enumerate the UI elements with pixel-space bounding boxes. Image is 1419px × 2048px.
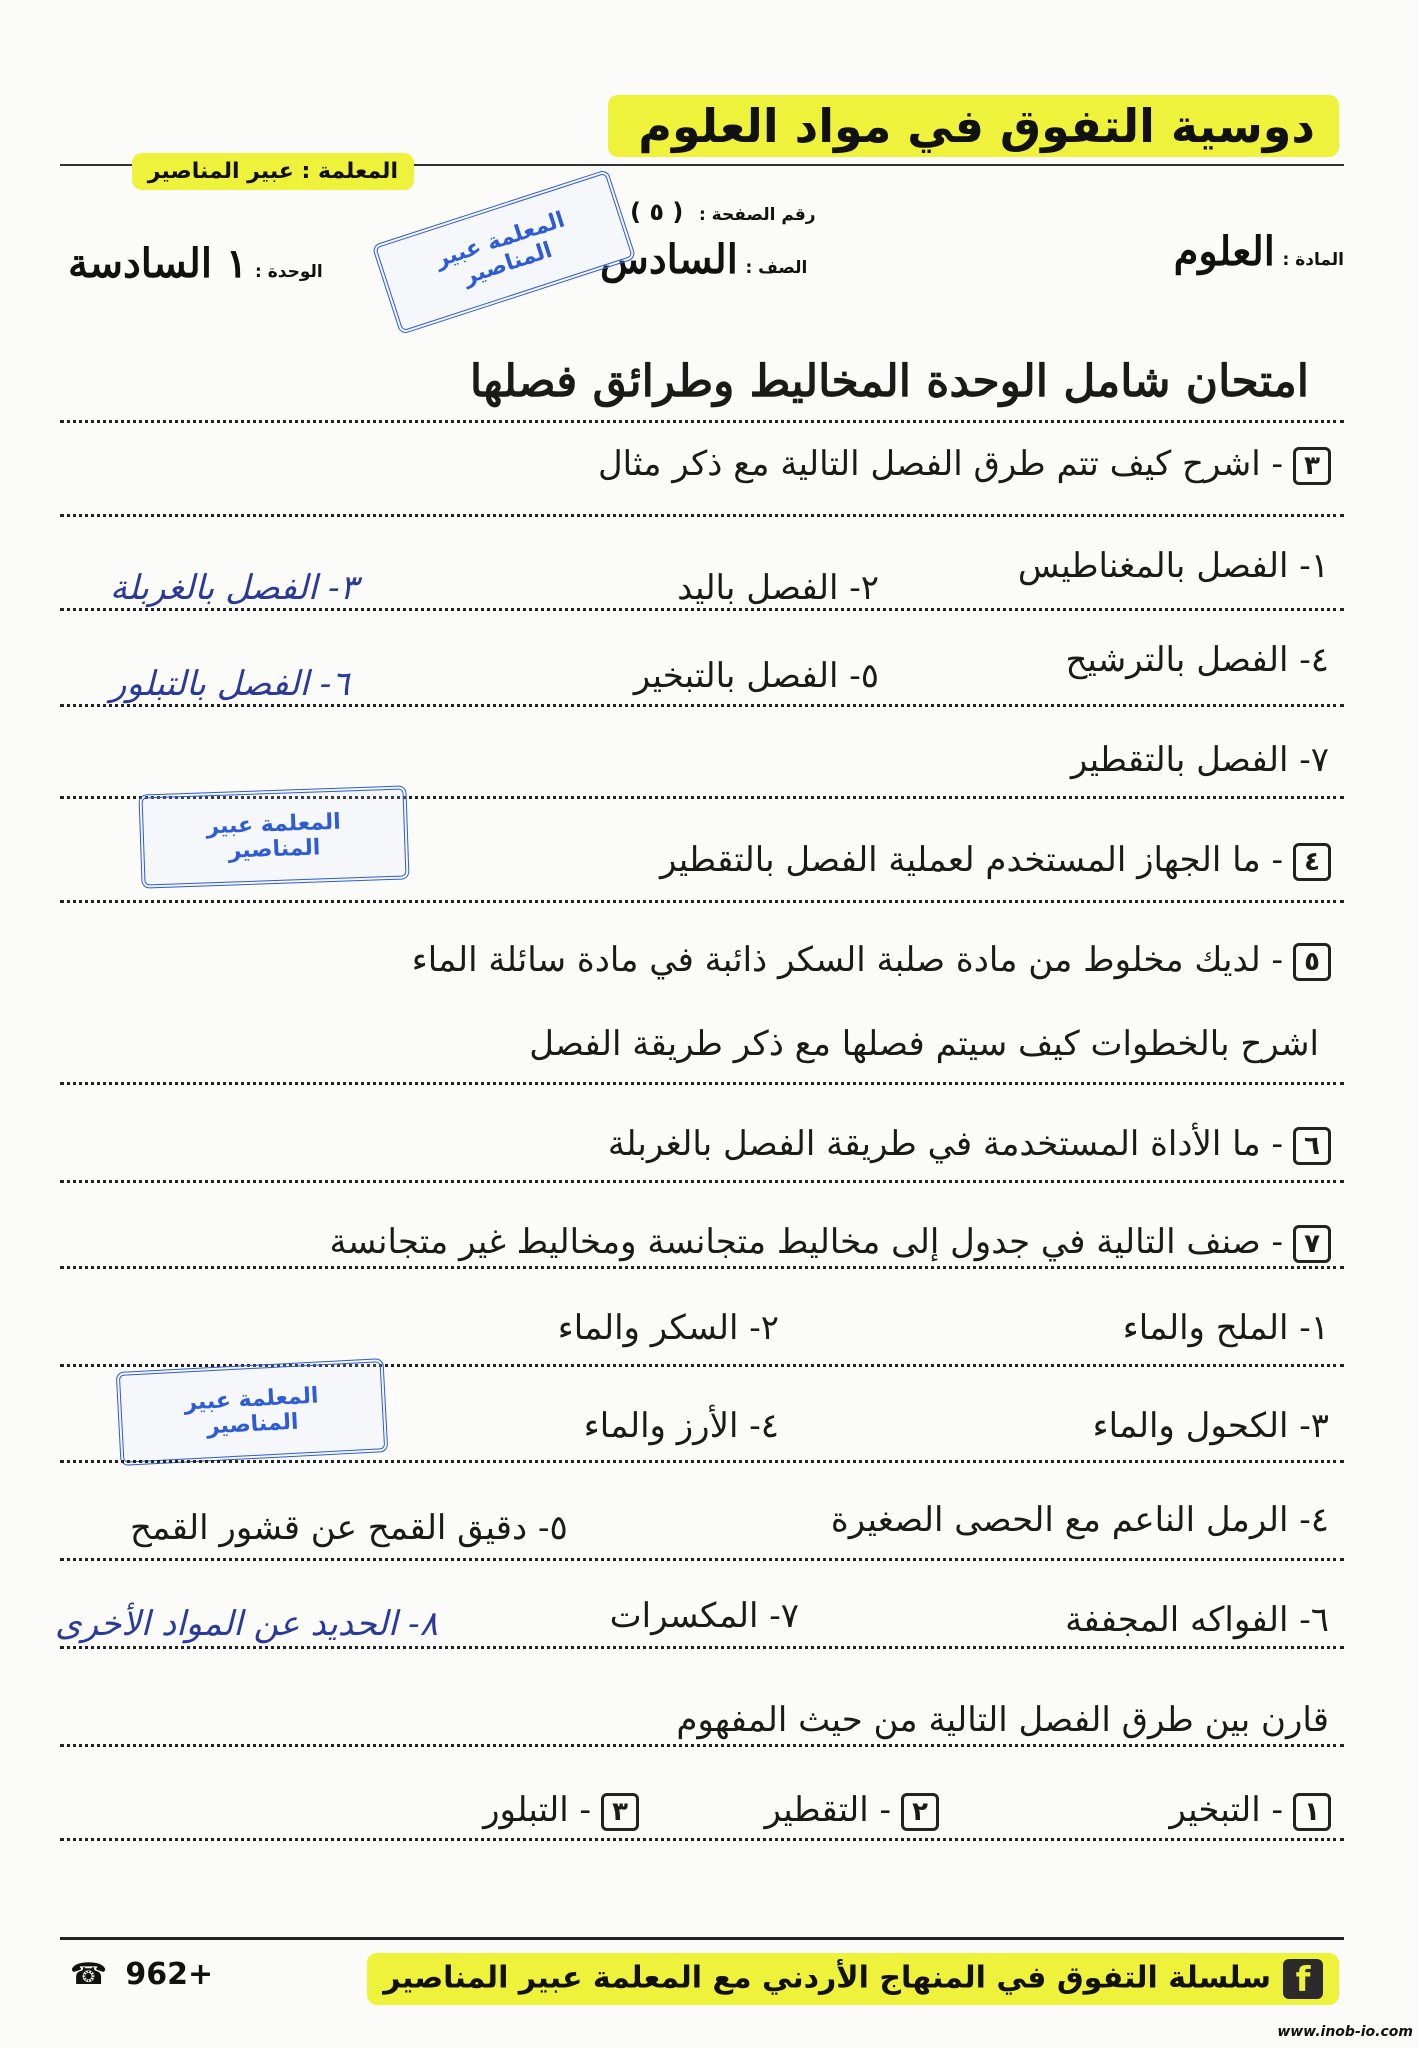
- question-number: ٦: [1293, 1127, 1331, 1165]
- dotted-line: [60, 1558, 1344, 1561]
- teacher-stamp: المعلمة عبير المناصير: [138, 785, 409, 888]
- phone-icon: ☎: [70, 1957, 108, 1992]
- dotted-line: [60, 704, 1344, 707]
- teacher-name: المعلمة : عبير المناصير: [132, 153, 414, 190]
- dotted-line: [60, 1460, 1344, 1463]
- exam-title: امتحان شامل الوحدة المخاليط وطرائق فصلها: [469, 356, 1309, 407]
- list-item: ٥- الفصل بالتبخير: [633, 656, 879, 696]
- dotted-line: [60, 1180, 1344, 1183]
- question-5-line-2: اشرح بالخطوات كيف سيتم فصلها مع ذكر طريقة الفصل: [529, 1024, 1319, 1064]
- question-5: ٥- لديك مخلوط من مادة صلبة السكر ذائبة في مادة سائلة الماء: [412, 940, 1331, 981]
- list-item: ٦- الفواكه المجففة: [1065, 1600, 1329, 1640]
- dotted-line: [60, 1744, 1344, 1747]
- compare-item: ٣- التبلور: [483, 1790, 639, 1831]
- list-item: ٤- الأرز والماء: [583, 1406, 779, 1446]
- dotted-line: [60, 1646, 1344, 1649]
- list-item: ٢- السكر والماء: [557, 1308, 779, 1348]
- question-4: ٤- ما الجهاز المستخدم لعملية الفصل بالتقطير: [660, 840, 1331, 881]
- list-item: ٨- الحديد عن المواد الأخرى: [55, 1604, 438, 1644]
- question-8: قارن بين طرق الفصل التالية من حيث المفهوم: [676, 1700, 1329, 1740]
- dotted-line: [60, 514, 1344, 517]
- question-number: ٤: [1293, 843, 1331, 881]
- list-item: ٥- دقيق القمح عن قشور القمح: [130, 1508, 568, 1548]
- question-7: ٧- صنف التالية في جدول إلى مخاليط متجانسة ومخاليط غير متجانسة: [329, 1222, 1331, 1263]
- grade-value: السادس: [600, 236, 738, 283]
- unit-value: ١ السادسة: [68, 240, 248, 287]
- grade-label: الصف :: [745, 258, 808, 278]
- dotted-line: [60, 1266, 1344, 1269]
- list-item: ٦- الفصل بالتبلور: [110, 664, 350, 704]
- footer-series: fسلسلة التفوق في المنهاج الأردني مع المعلمة عبير المناصير: [367, 1953, 1339, 2005]
- list-item: ٧- الفصل بالتقطير: [1070, 740, 1329, 780]
- page-number-field: [630, 198, 816, 226]
- document-title: دوسية التفوق في مواد العلوم: [608, 95, 1339, 157]
- question-6: ٦- ما الأداة المستخدمة في طريقة الفصل بالغربلة: [608, 1124, 1331, 1165]
- teacher-stamp: المعلمة عبير المناصير: [116, 1358, 389, 1466]
- question-number: ٣: [1293, 447, 1331, 485]
- page-label: رقم الصفحة :: [698, 205, 816, 225]
- page-number: ( ٥ ): [630, 198, 684, 226]
- teacher-stamp: المعلمة عبير المناصير: [372, 169, 637, 335]
- dotted-line: [60, 1082, 1344, 1085]
- dotted-line: [60, 608, 1344, 611]
- phone-number: 962+: [125, 1957, 214, 1992]
- list-item: ٢- الفصل باليد: [677, 568, 879, 608]
- subject-value: العلوم: [1173, 228, 1275, 275]
- unit-label: الوحدة :: [255, 262, 323, 282]
- question-3: ٣- اشرح كيف تتم طرق الفصل التالية مع ذكر مثال: [598, 444, 1331, 485]
- dotted-line: [60, 420, 1344, 423]
- compare-item: ٢- التقطير: [765, 1790, 939, 1831]
- list-item: ١- الملح والماء: [1122, 1308, 1329, 1348]
- list-item: ٣- الفصل بالغربلة: [110, 568, 358, 608]
- item-number: ٢: [901, 1793, 939, 1831]
- website-watermark: www.inob-io.com: [1277, 2024, 1413, 2040]
- footer-phone: [70, 1957, 213, 1992]
- list-item: ٧- المكسرات: [609, 1596, 799, 1636]
- compare-item: ١- التبخير: [1169, 1790, 1331, 1831]
- dotted-line: [60, 1838, 1344, 1841]
- subject-field: [1174, 228, 1344, 275]
- unit-field: [68, 240, 323, 287]
- list-item: ١- الفصل بالمغناطيس: [1017, 546, 1329, 586]
- footer-divider: [60, 1937, 1344, 1940]
- facebook-icon: f: [1283, 1959, 1323, 1999]
- list-item: ٤- الفصل بالترشيح: [1065, 640, 1329, 680]
- list-item: ٣- الكحول والماء: [1092, 1406, 1329, 1446]
- dotted-line: [60, 900, 1344, 903]
- item-number: ١: [1293, 1793, 1331, 1831]
- subject-label: المادة :: [1282, 250, 1344, 270]
- question-number: ٧: [1293, 1225, 1331, 1263]
- item-number: ٣: [601, 1793, 639, 1831]
- question-number: ٥: [1293, 943, 1331, 981]
- list-item: ٤- الرمل الناعم مع الحصى الصغيرة: [830, 1500, 1329, 1540]
